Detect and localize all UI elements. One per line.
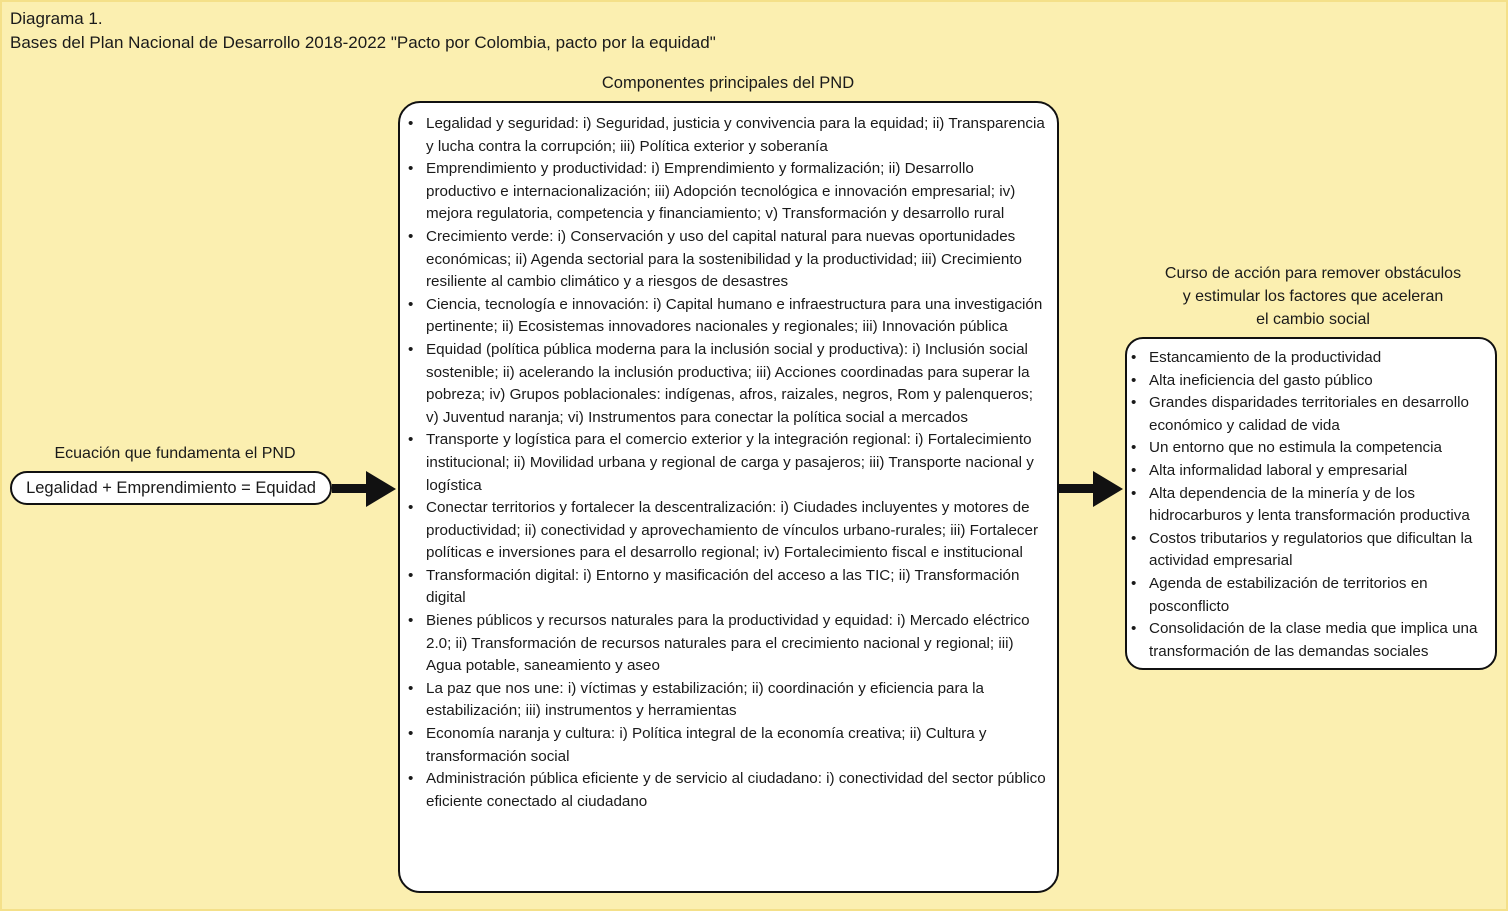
bullet-icon: • bbox=[408, 115, 414, 132]
component-item bbox=[408, 339, 1047, 429]
equation-text: Legalidad + Emprendimiento = Equidad bbox=[26, 479, 316, 497]
obstacle-item-text: Estancamiento de la productividad bbox=[1149, 349, 1382, 366]
bullet-icon: • bbox=[1131, 620, 1137, 638]
component-item bbox=[408, 565, 1047, 610]
action-course-header bbox=[1128, 262, 1498, 331]
bullet-icon: • bbox=[408, 431, 414, 449]
component-item bbox=[408, 226, 1047, 294]
obstacle-item bbox=[1131, 460, 1489, 483]
bullet-icon: • bbox=[1131, 461, 1137, 479]
obstacle-item bbox=[1131, 392, 1489, 437]
component-item-text: Conectar territorios y fortalecer la descentralización: i) Ciudades incluyentes y motores de productividad; ii) conectividad y aprovechamiento de vínculos urbano-rurales; iii) Fortalecer políticas e inversiones para el desarrollo regional; iv) Fortalecimiento fiscal e institucional bbox=[426, 499, 1039, 562]
equation-header: Ecuación que fundamenta el PND bbox=[54, 445, 296, 462]
bullet-icon: • bbox=[408, 499, 414, 517]
components-box bbox=[398, 101, 1059, 893]
obstacle-item-text: Alta dependencia de la minería y de los hidrocarburos y lenta transformación productiva bbox=[1149, 484, 1470, 525]
component-item-text: Ciencia, tecnología e innovación: i) Capital humano e infraestructura para una investigación pertinente; ii) Ecosistemas innovadores nacionales y regionales; iii) Innovación pública bbox=[426, 295, 1043, 336]
bullet-icon: • bbox=[408, 612, 414, 630]
obstacles-box bbox=[1125, 337, 1497, 670]
bullet-icon: • bbox=[408, 725, 414, 743]
obstacle-item-text: Alta ineficiencia del gasto público bbox=[1149, 371, 1373, 389]
component-item bbox=[408, 610, 1047, 678]
obstacle-item bbox=[1131, 347, 1489, 370]
bullet-icon: • bbox=[408, 679, 414, 697]
component-item bbox=[408, 723, 1047, 768]
bullet-icon: • bbox=[408, 566, 414, 584]
component-item-text: Crecimiento verde: i) Conservación y uso del capital natural para nuevas oportunidades económicas; ii) Agenda sectorial para la sostenibilidad y la productividad; iii) Crecimiento resiliente al cambio climático y a riesgos de desastres bbox=[426, 227, 1022, 291]
bullet-icon: • bbox=[1131, 439, 1137, 457]
component-item-text: Legalidad y seguridad: i) Seguridad, justicia y convivencia para la equidad; ii) Transparencia y lucha contra la corrupción; iii) Política exterior y soberanía bbox=[426, 115, 1045, 155]
diagram-title: Bases del Plan Nacional de Desarrollo 2018-2022 "Pacto por Colombia, pacto por la equidad" bbox=[10, 33, 716, 52]
obstacle-item bbox=[1131, 437, 1489, 460]
obstacle-item bbox=[1131, 573, 1489, 618]
action-course-header-line: el cambio social bbox=[1256, 311, 1370, 328]
component-item-text: La paz que nos une: i) víctimas y estabilización; ii) coordinación y eficiencia para la estabilización; iii) instrumentos y herramientas bbox=[426, 679, 985, 720]
action-course-header-line: y estimular los factores que aceleran bbox=[1182, 288, 1444, 305]
bullet-icon: • bbox=[1131, 371, 1137, 389]
bullet-icon: • bbox=[1131, 349, 1137, 366]
arrow-left-to-center bbox=[332, 469, 398, 509]
component-item-text: Transporte y logística para el comercio exterior y la integración regional: i) Fortalecimiento institucional; ii) Movilidad urbana y regional de carga y pasajeros; iii) Transporte nacional y logística bbox=[426, 431, 1034, 494]
component-item bbox=[408, 113, 1047, 158]
bullet-icon: • bbox=[408, 227, 414, 245]
bullet-icon: • bbox=[1131, 574, 1137, 592]
bullet-icon: • bbox=[1131, 484, 1137, 502]
component-item-text: Transformación digital: i) Entorno y masificación del acceso a las TIC; ii) Transformación digital bbox=[426, 566, 1020, 607]
component-item bbox=[408, 429, 1047, 497]
component-item bbox=[408, 294, 1047, 339]
action-course-header-line: Curso de acción para remover obstáculos bbox=[1164, 265, 1462, 282]
obstacle-item-text: Un entorno que no estimula la competencia bbox=[1149, 439, 1442, 457]
component-item-text: Economía naranja y cultura: i) Política integral de la economía creativa; ii) Cultura y transformación social bbox=[426, 725, 987, 765]
equation-pill bbox=[10, 471, 332, 505]
bullet-icon: • bbox=[408, 160, 414, 178]
obstacle-item bbox=[1131, 528, 1489, 573]
component-item-text: Emprendimiento y productividad: i) Emprendimiento y formalización; ii) Desarrollo productivo e internacionalización; iii) Adopción tecnológica e innovación empresarial; iv) mejora regulatoria, competencia y financiamiento; v) Transformación y desarrollo rural bbox=[426, 160, 1016, 223]
arrow-center-to-right bbox=[1059, 469, 1125, 509]
bullet-icon: • bbox=[408, 770, 414, 788]
obstacles-list bbox=[1131, 347, 1489, 663]
obstacle-item bbox=[1131, 618, 1489, 663]
bullet-icon: • bbox=[1131, 394, 1137, 412]
bullet-icon: • bbox=[408, 295, 414, 313]
components-list bbox=[408, 113, 1047, 813]
component-item bbox=[408, 678, 1047, 723]
obstacle-item-text: Grandes disparidades territoriales en desarrollo económico y calidad de vida bbox=[1149, 394, 1469, 434]
component-item bbox=[408, 158, 1047, 226]
bullet-icon: • bbox=[408, 340, 414, 358]
component-item-text: Equidad (política pública moderna para la inclusión social y productiva): i) Inclusión social sostenible; ii) acelerando la inclusión productiva; iii) Acciones coordinadas para superar la pobreza; iv) Grupos poblacionales: indígenas, afros, raizales, negros, Rom y palenqueros; v) Juventud naranja; vi) Instrumentos para conectar la política social a mercados bbox=[426, 340, 1033, 426]
component-item-text: Bienes públicos y recursos naturales para la productividad y equidad: i) Mercado eléctrico 2.0; ii) Transformación de recursos naturales para el crecimiento nacional y regional; iii) Agua potable, saneamiento y aseo bbox=[426, 612, 1030, 675]
obstacle-item-text: Costos tributarios y regulatorios que dificultan la actividad empresarial bbox=[1149, 529, 1473, 570]
component-item-text: Administración pública eficiente y de servicio al ciudadano: i) conectividad del sector público eficiente conectado al ciudadano bbox=[426, 770, 1046, 810]
component-item bbox=[408, 768, 1047, 813]
diagram-label: Diagrama 1. bbox=[10, 9, 103, 28]
obstacle-item-text: Consolidación de la clase media que implica una transformación de las demandas sociales bbox=[1149, 620, 1478, 660]
components-header: Componentes principales del PND bbox=[601, 74, 855, 92]
obstacle-item bbox=[1131, 483, 1489, 528]
component-item bbox=[408, 497, 1047, 565]
bullet-icon: • bbox=[1131, 529, 1137, 547]
obstacle-item bbox=[1131, 370, 1489, 393]
obstacle-item-text: Agenda de estabilización de territorios en posconflicto bbox=[1149, 574, 1428, 615]
obstacle-item-text: Alta informalidad laboral y empresarial bbox=[1149, 461, 1408, 479]
